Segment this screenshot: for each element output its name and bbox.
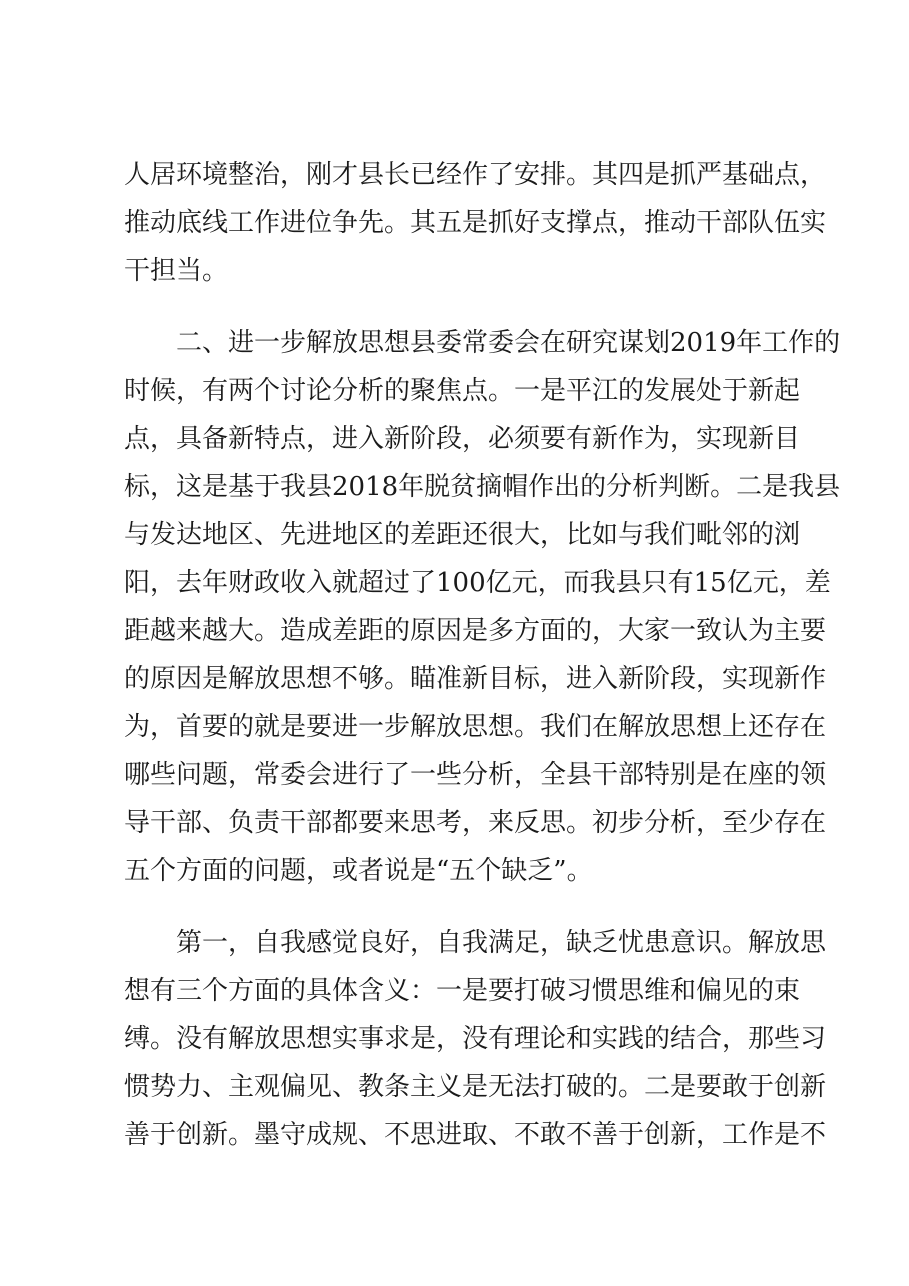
- paragraph-2-line-9: 为，首要的就是要进一步解放思想。我们在解放思想上还存在: [124, 712, 827, 742]
- paragraph-2-line-7: 距越来越大。造成差距的原因是多方面的，大家一致认为主要: [124, 616, 827, 646]
- paragraph-3-line-3: 缚。没有解放思想实事求是，没有理论和实践的结合，那些习: [124, 1024, 827, 1054]
- paragraph-2-line-11: 导干部、负责干部都要来思考，来反思。初步分析，至少存在: [124, 808, 827, 838]
- paragraph-2-line-10: 哪些问题，常委会进行了一些分析，全县干部特别是在座的领: [124, 760, 827, 790]
- paragraph-2-line-1: 二、进一步解放思想县委常委会在研究谋划2019年工作的: [176, 328, 841, 358]
- paragraph-2-line-12: 五个方面的问题，或者说是“五个缺乏”。: [124, 856, 593, 886]
- paragraph-2-line-6: 阳，去年财政收入就超过了100亿元，而我县只有15亿元，差: [124, 568, 831, 598]
- paragraph-3-line-1: 第一，自我感觉良好，自我满足，缺乏忧患意识。解放思: [176, 928, 827, 958]
- paragraph-2-line-4: 标，这是基于我县2018年脱贫摘帽作出的分析判断。二是我县: [124, 472, 841, 502]
- paragraph-3-line-5: 善于创新。墨守成规、不思进取、不敢不善于创新，工作是不: [124, 1120, 827, 1150]
- paragraph-2-line-8: 的原因是解放思想不够。瞄准新目标，进入新阶段，实现新作: [124, 664, 827, 694]
- paragraph-1-line-3: 干担当。: [124, 256, 229, 286]
- paragraph-3-line-4: 惯势力、主观偏见、教条主义是无法打破的。二是要敢于创新: [124, 1072, 827, 1102]
- paragraph-2-line-5: 与发达地区、先进地区的差距还很大，比如与我们毗邻的浏: [124, 520, 801, 550]
- paragraph-2-line-2: 时候，有两个讨论分析的聚焦点。一是平江的发展处于新起: [124, 376, 801, 406]
- paragraph-2-line-3: 点，具备新特点，进入新阶段，必须要有新作为，实现新目: [124, 424, 801, 454]
- paragraph-1-line-2: 推动底线工作进位争先。其五是抓好支撑点，推动干部队伍实: [124, 208, 827, 238]
- paragraph-3-line-2: 想有三个方面的具体含义：一是要打破习惯思维和偏见的束: [124, 976, 801, 1006]
- paragraph-1-line-1: 人居环境整治，刚才县长已经作了安排。其四是抓严基础点，: [124, 160, 827, 190]
